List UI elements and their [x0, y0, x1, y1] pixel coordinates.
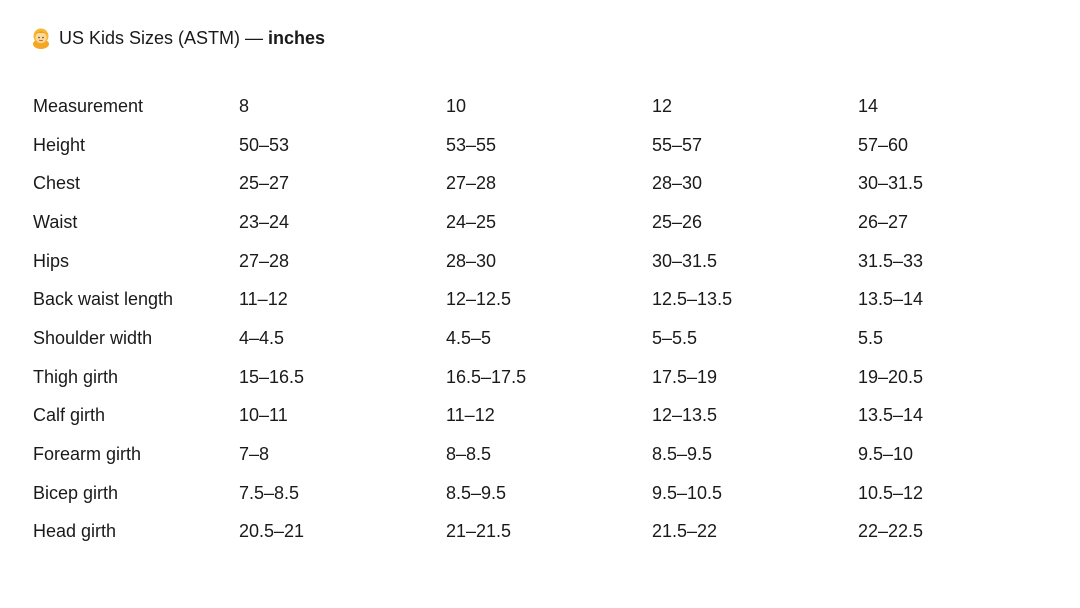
- measurement-label: Back waist length: [33, 289, 174, 310]
- table-row: [33, 203, 1018, 242]
- table-cell: 12–13.5: [652, 405, 718, 426]
- table-cell: 12.5–13.5: [652, 289, 733, 310]
- table-cell: 8.5–9.5: [652, 444, 713, 465]
- table-cell: 19–20.5: [858, 366, 924, 387]
- table-cell: 25–26: [652, 211, 703, 232]
- table-cell: 22–22.5: [858, 521, 924, 542]
- table-cell: 24–25: [446, 211, 497, 232]
- table-cell: 7.5–8.5: [239, 482, 300, 503]
- table-row: [33, 358, 1018, 397]
- table-cell: 27–28: [446, 173, 497, 194]
- table-row: [33, 397, 1018, 436]
- table-cell: 28–30: [652, 173, 703, 194]
- table-header-cell: 10: [446, 95, 467, 116]
- table-cell: 4.5–5: [446, 327, 492, 348]
- measurement-label: Forearm girth: [33, 444, 142, 465]
- page-title: [31, 26, 325, 50]
- measurement-label: Head girth: [33, 521, 117, 542]
- table-cell: 21.5–22: [652, 521, 718, 542]
- measurement-label: Chest: [33, 173, 81, 194]
- table-cell: 10–11: [239, 405, 288, 426]
- table-cell: 11–12: [239, 289, 288, 310]
- table-cell: 11–12: [446, 405, 495, 426]
- table-cell: 10.5–12: [858, 482, 924, 503]
- table-cell: 30–31.5: [652, 250, 718, 271]
- table-cell: 55–57: [652, 134, 703, 155]
- table-cell: 27–28: [239, 250, 290, 271]
- table-cell: 20.5–21: [239, 521, 305, 542]
- table-cell: 28–30: [446, 250, 497, 271]
- table-header-cell: 12: [652, 95, 673, 116]
- measurement-label: Height: [33, 134, 86, 155]
- table-row: [33, 280, 1018, 319]
- table-cell: 57–60: [858, 134, 909, 155]
- table-cell: 4–4.5: [239, 327, 285, 348]
- child-emoji-icon: [31, 27, 51, 49]
- measurement-label: Bicep girth: [33, 482, 119, 503]
- table-header-row: [33, 87, 1018, 126]
- measurement-label: Thigh girth: [33, 366, 119, 387]
- table-cell: 25–27: [239, 173, 290, 194]
- title-text: US Kids Sizes (ASTM) —: [59, 27, 264, 48]
- table-cell: 30–31.5: [858, 173, 924, 194]
- table-row: [33, 435, 1018, 474]
- table-cell: 17.5–19: [652, 366, 718, 387]
- measurement-label: Hips: [33, 250, 70, 271]
- table-cell: 9.5–10: [858, 444, 914, 465]
- table-cell: 23–24: [239, 211, 290, 232]
- measurement-label: Shoulder width: [33, 327, 153, 348]
- table-cell: 21–21.5: [446, 521, 512, 542]
- table-body: [33, 87, 1018, 551]
- table-cell: 5–5.5: [652, 327, 698, 348]
- table-row: [33, 513, 1018, 552]
- table-cell: 13.5–14: [858, 405, 924, 426]
- table-header-cell: 8: [239, 95, 250, 116]
- table-header-cell: 14: [858, 95, 879, 116]
- table-row: [33, 242, 1018, 281]
- table-cell: 15–16.5: [239, 366, 305, 387]
- table-cell: 5.5: [858, 327, 884, 348]
- table-cell: 53–55: [446, 134, 497, 155]
- table-cell: 12–12.5: [446, 289, 512, 310]
- title-unit: inches: [268, 27, 326, 48]
- table-cell: 9.5–10.5: [652, 482, 723, 503]
- table-cell: 7–8: [239, 444, 270, 465]
- table-row: [33, 126, 1018, 165]
- table-cell: 13.5–14: [858, 289, 924, 310]
- table-cell: 8–8.5: [446, 444, 492, 465]
- table-header-cell: Measurement: [33, 95, 144, 116]
- measurement-label: Calf girth: [33, 405, 106, 426]
- table-row: [33, 164, 1018, 203]
- table-row: [33, 319, 1018, 358]
- measurement-label: Waist: [33, 211, 78, 232]
- size-table: [33, 87, 1018, 551]
- table-cell: 50–53: [239, 134, 290, 155]
- table-cell: 16.5–17.5: [446, 366, 527, 387]
- table-cell: 8.5–9.5: [446, 482, 507, 503]
- table-cell: 26–27: [858, 211, 909, 232]
- table-row: [33, 474, 1018, 513]
- table-cell: 31.5–33: [858, 250, 924, 271]
